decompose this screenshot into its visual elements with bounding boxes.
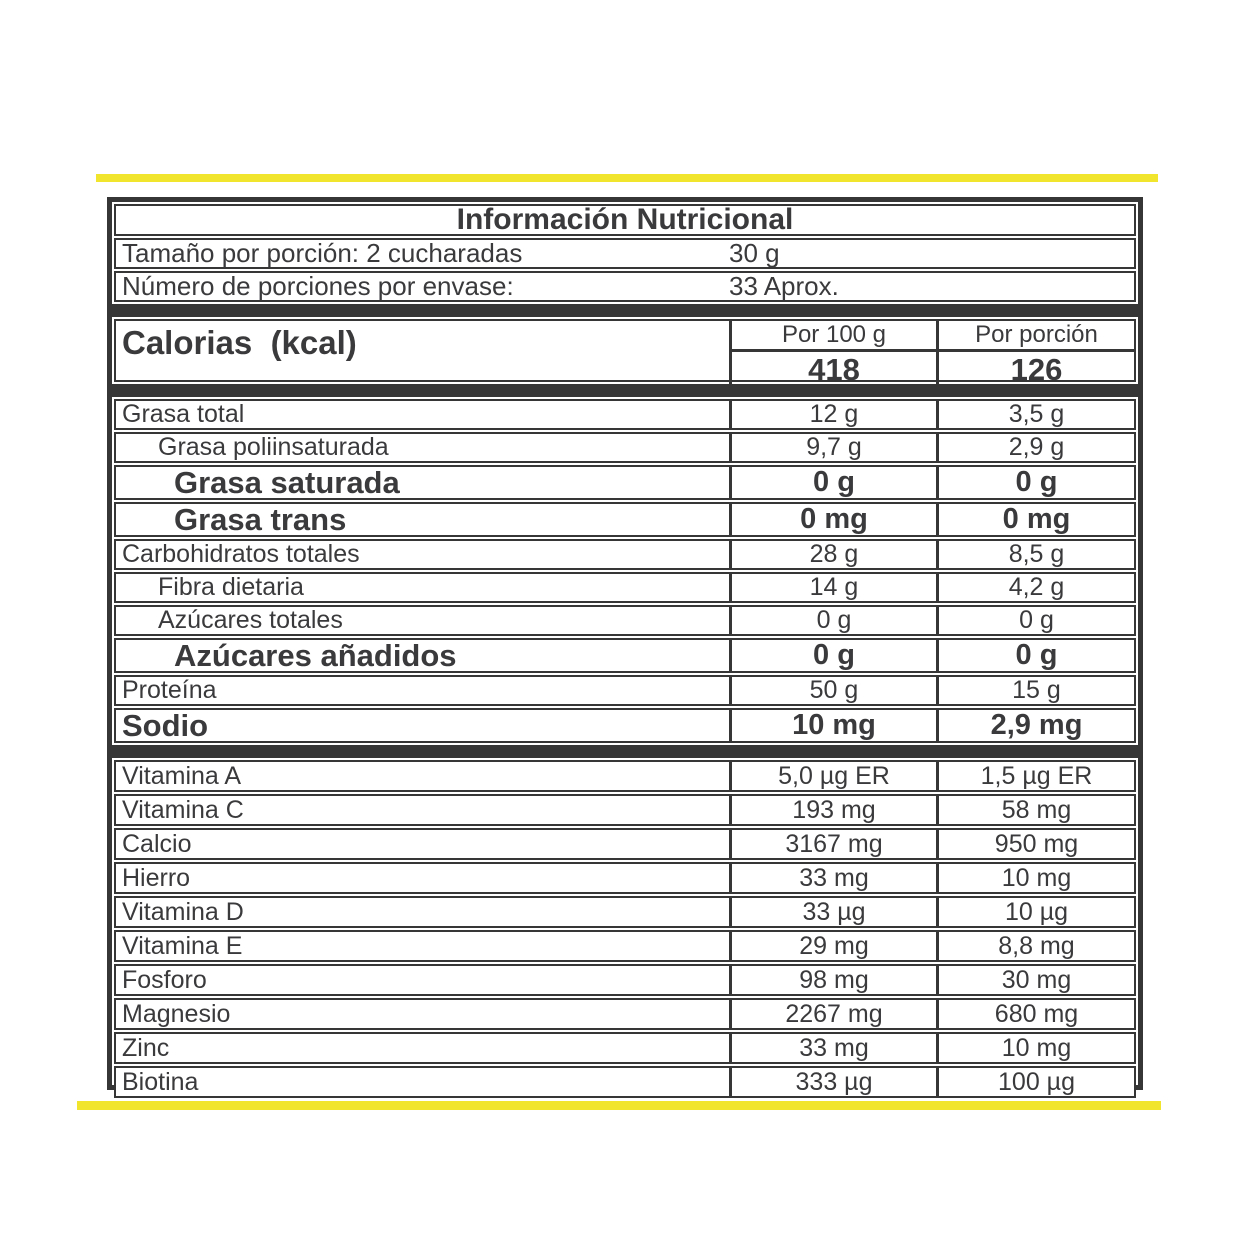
nutrient-label: Proteína [122,676,217,704]
nutrient-label: Vitamina D [122,897,244,926]
value-per-serving: 950 mg [936,830,1134,858]
nutrient-row-biotin [114,1066,1136,1098]
calories-per-serving: 126 [936,352,1134,388]
value-per-serving: 30 mg [936,966,1134,994]
value-per-100g: 29 mg [729,932,936,960]
nutrient-row-vitamin-e [114,930,1136,962]
top-yellow-divider [96,174,1158,182]
value-per-100g: 10 mg [729,710,936,741]
nutrient-label: Biotina [122,1067,199,1096]
servings-per-container-value: 33 Aprox. [729,271,839,301]
value-per-serving: 0 g [936,467,1134,498]
value-per-serving: 2,9 mg [936,710,1134,741]
value-per-serving: 1,5 µg ER [936,762,1134,790]
value-per-serving: 10 mg [936,1034,1134,1062]
nutrient-row-zinc [114,1032,1136,1064]
value-per-100g: 0 g [729,467,936,498]
nutrient-row-phosphorus [114,964,1136,996]
nutrient-row-vitamin-a [114,760,1136,792]
nutrient-row-magnesium [114,998,1136,1030]
nutrient-row-vitamin-c [114,794,1136,826]
value-per-serving: 0 g [936,640,1134,671]
calories-row [114,319,1136,387]
serving-size-label: Tamaño por porción: 2 cucharadas [122,238,523,268]
value-per-serving: 58 mg [936,796,1134,824]
value-per-serving: 0 mg [936,504,1134,535]
serving-size-value: 30 g [729,238,780,268]
value-per-serving: 4,2 g [936,574,1134,601]
nutrient-row-total-fat [114,399,1136,430]
nutrient-label: Vitamina E [122,931,243,960]
column-header-per-100g: Por 100 g [729,321,936,349]
nutrient-label: Fosforo [122,965,207,994]
nutrient-label: Grasa total [122,400,245,428]
calories-label: Calorias (kcal) [122,324,357,361]
value-per-100g: 14 g [729,574,936,601]
value-per-serving: 8,8 mg [936,932,1134,960]
calories-per-100g: 418 [729,352,936,388]
nutrient-row-calcium [114,828,1136,860]
value-per-serving: 15 g [936,677,1134,704]
nutrient-label: Azúcares añadidos [174,637,457,673]
servings-per-container-row [114,271,1136,302]
value-per-100g: 0 mg [729,504,936,535]
value-per-100g: 9,7 g [729,434,936,461]
nutrient-label: Sodio [122,707,209,743]
value-per-100g: 2267 mg [729,1000,936,1028]
value-per-100g: 98 mg [729,966,936,994]
nutrient-row-trans-fat [114,502,1136,537]
serving-size-row [114,238,1136,269]
value-per-serving: 10 mg [936,864,1134,892]
value-per-100g: 3167 mg [729,830,936,858]
nutrient-row-dietary-fiber [114,572,1136,603]
nutrient-label: Carbohidratos totales [122,540,360,568]
value-per-serving: 10 µg [936,898,1134,926]
value-per-serving: 0 g [936,607,1134,634]
nutrient-label: Grasa poliinsaturada [158,433,389,461]
nutrient-label: Vitamina A [122,761,242,790]
nutrient-label: Magnesio [122,999,231,1028]
nutrient-row-saturated-fat [114,465,1136,500]
nutrient-row-vitamin-d [114,896,1136,928]
value-per-serving: 3,5 g [936,401,1134,428]
panel-title: Información Nutricional [456,203,794,236]
bottom-yellow-divider [77,1101,1161,1110]
nutrient-label: Vitamina C [122,795,244,824]
calories-amounts [729,352,1134,388]
nutrient-label: Grasa saturada [174,464,400,500]
nutrient-row-total-sugars [114,605,1136,636]
value-per-serving: 680 mg [936,1000,1134,1028]
panel-title-row [114,204,1136,236]
value-per-100g: 193 mg [729,796,936,824]
calories-column-headers [729,321,1134,352]
value-per-100g: 12 g [729,401,936,428]
nutrient-label: Calcio [122,829,192,858]
nutrient-row-added-sugars [114,638,1136,673]
nutrient-row-protein [114,675,1136,706]
nutrient-row-iron [114,862,1136,894]
section-separator [112,304,1138,317]
value-per-100g: 33 µg [729,898,936,926]
nutrient-label: Azúcares totales [158,606,343,634]
section-separator [112,745,1138,758]
value-per-100g: 5,0 µg ER [729,762,936,790]
nutrient-row-polyunsaturated-fat [114,432,1136,463]
value-per-100g: 33 mg [729,864,936,892]
nutrient-row-total-carbohydrate [114,539,1136,570]
column-header-per-serving: Por porción [936,321,1134,349]
value-per-100g: 28 g [729,541,936,568]
nutrient-row-sodium [114,708,1136,743]
servings-per-container-label: Número de porciones por envase: [122,271,514,301]
nutrient-label: Fibra dietaria [158,573,304,601]
value-per-100g: 333 µg [729,1068,936,1096]
value-per-serving: 8,5 g [936,541,1134,568]
calories-values [729,321,1134,387]
nutrient-label: Grasa trans [174,501,347,537]
nutrient-label: Zinc [122,1033,170,1062]
nutrition-facts-panel [107,197,1143,1096]
nutrient-label: Hierro [122,863,191,892]
value-per-100g: 33 mg [729,1034,936,1062]
value-per-100g: 0 g [729,640,936,671]
value-per-100g: 50 g [729,677,936,704]
value-per-serving: 100 µg [936,1068,1134,1096]
value-per-serving: 2,9 g [936,434,1134,461]
value-per-100g: 0 g [729,607,936,634]
